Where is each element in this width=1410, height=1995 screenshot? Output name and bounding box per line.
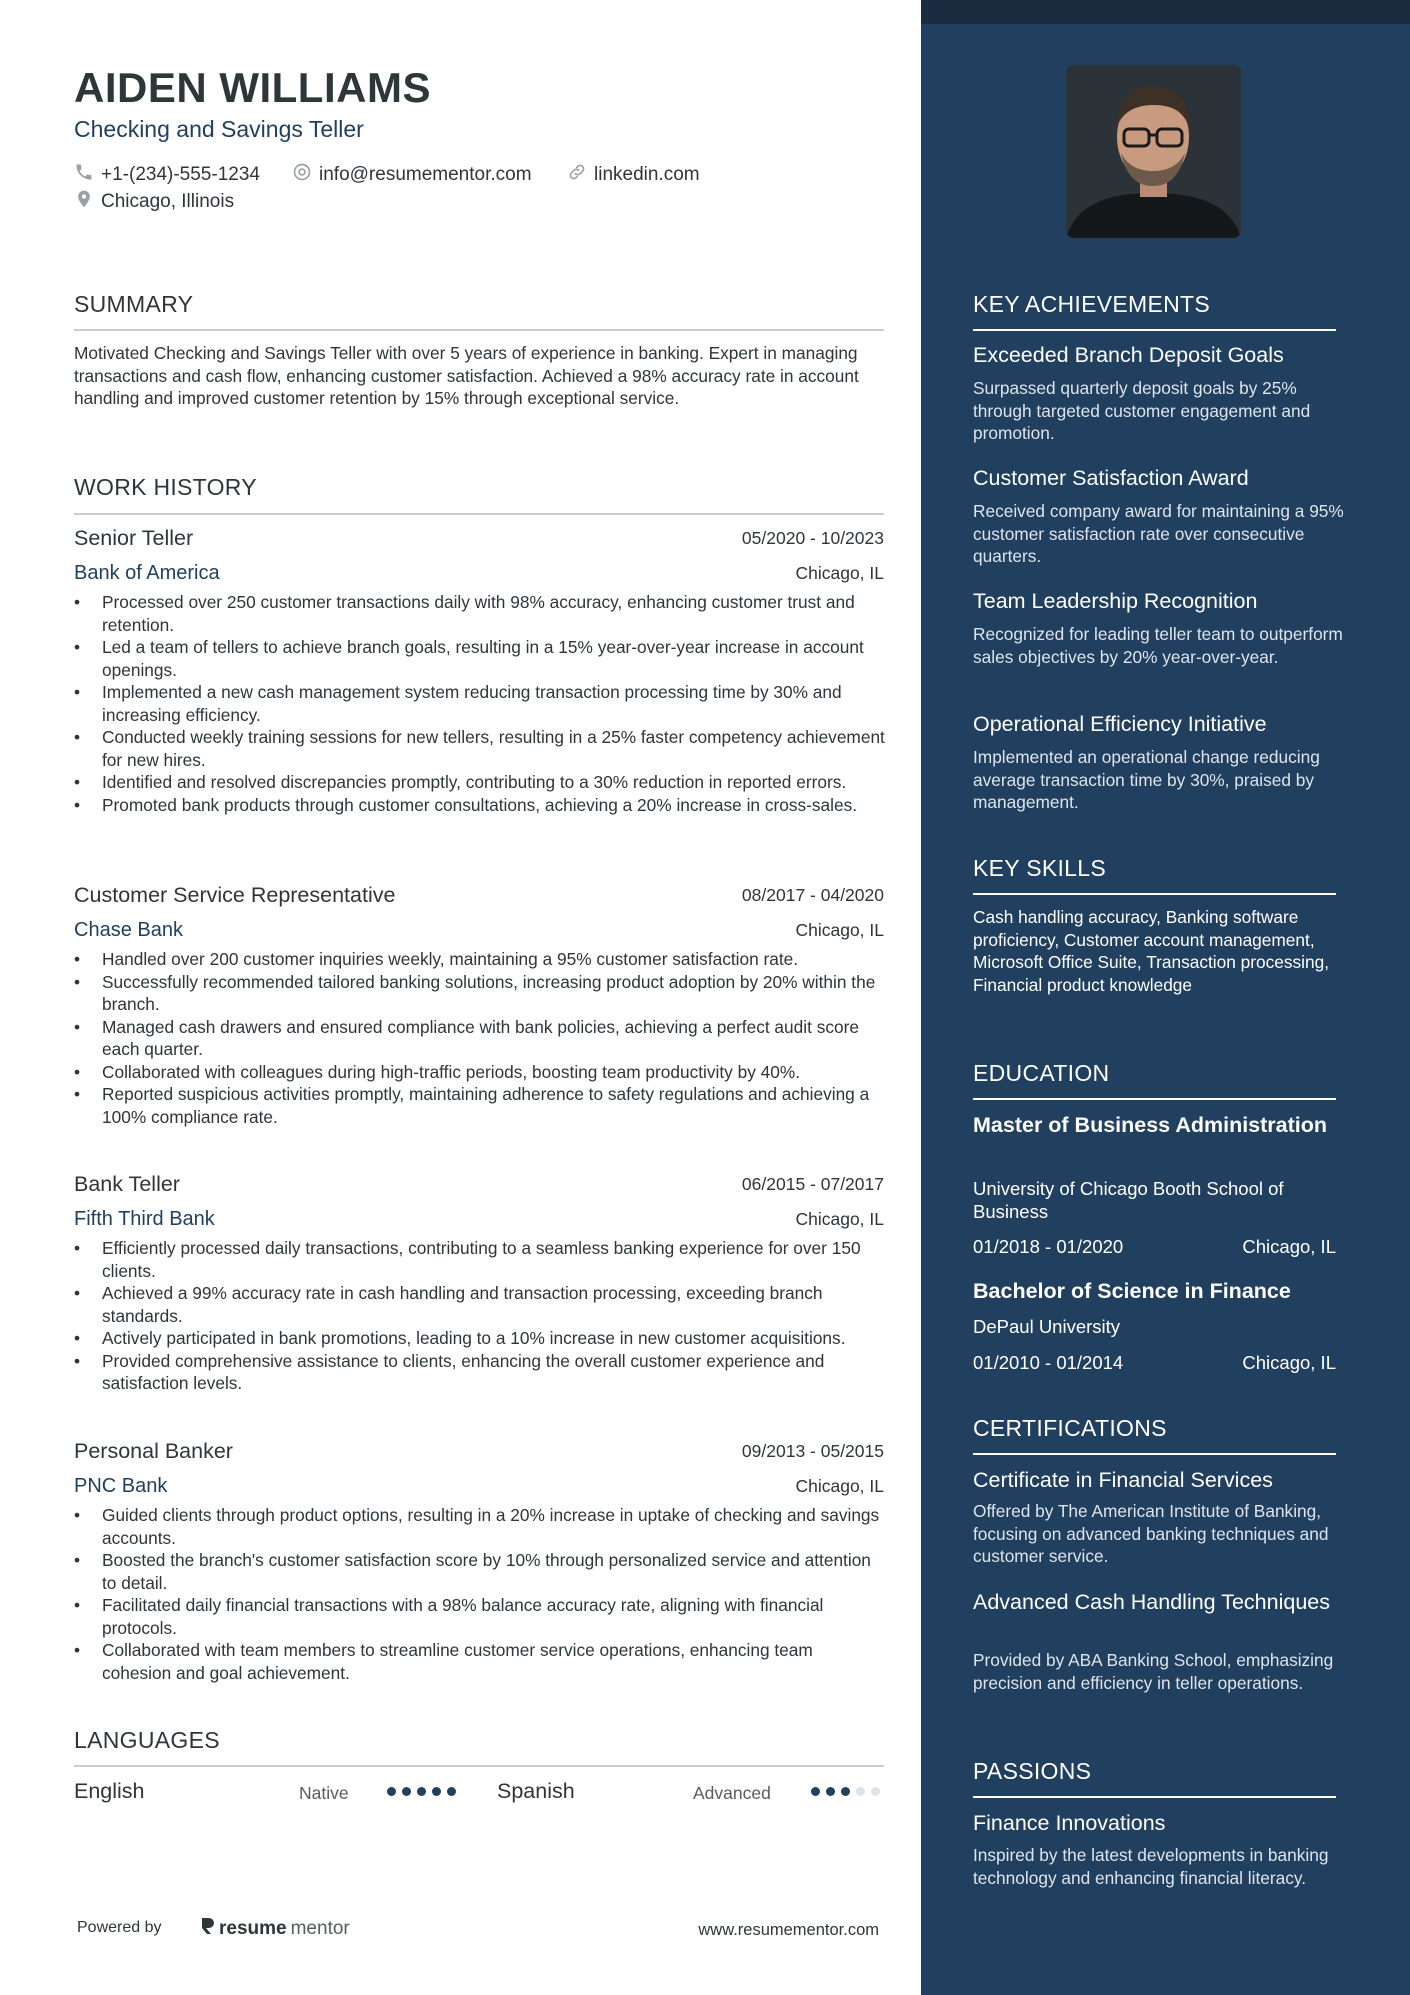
summary-heading: SUMMARY xyxy=(74,291,194,317)
sidebar xyxy=(921,0,1410,1995)
language-rating xyxy=(811,1787,880,1796)
logo-mark-icon xyxy=(199,1916,215,1942)
footer-url[interactable]: www.resumementor.com xyxy=(698,1921,879,1939)
linkedin-contact[interactable] xyxy=(567,162,700,188)
certifications-heading: CERTIFICATIONS xyxy=(973,1415,1167,1441)
rating-dot-filled xyxy=(826,1787,835,1796)
resumementor-logo[interactable] xyxy=(199,1916,350,1942)
achievement-title: Team Leadership Recognition xyxy=(973,589,1258,613)
job-company: Bank of America xyxy=(74,562,220,584)
logo-word-light: mentor xyxy=(290,1918,350,1939)
phone-contact xyxy=(74,162,260,188)
achievement-text: Surpassed quarterly deposit goals by 25% through targeted customer engagement and promotion. xyxy=(973,378,1311,443)
job-bullet: • Reported suspicious activities promptly, maintaining adherence to safety regulations and achieving a 100% compliance rate. xyxy=(74,1083,886,1128)
job-bullet: • Collaborated with team members to streamline customer service operations, enhancing team cohesion and goal achievement. xyxy=(74,1639,886,1684)
rating-dot-filled xyxy=(447,1787,456,1796)
job-dates: 08/2017 - 04/2020 xyxy=(741,885,884,905)
rating-dot-filled xyxy=(432,1787,441,1796)
achievement-title: Operational Efficiency Initiative xyxy=(973,712,1267,736)
job-bullet: • Successfully recommended tailored banking solutions, increasing product adoption by 20% within the branch. xyxy=(74,971,886,1016)
languages-heading: LANGUAGES xyxy=(74,1727,220,1753)
summary-text: Motivated Checking and Savings Teller with over 5 years of experience in banking. Expert in managing transactions and cash flow, enhancing customer satisfaction. Achieved a 98% accuracy rate in account handling and improved customer retention by 15% through exceptional service. xyxy=(74,343,859,408)
skills-text: Cash handling accuracy, Banking software proficiency, Customer account management, Microsoft Office Suite, Transaction processing, Financial product knowledge xyxy=(973,907,1330,995)
education-heading: EDUCATION xyxy=(973,1060,1110,1086)
job-location: Chicago, IL xyxy=(795,920,884,940)
job-bullet: • Boosted the branch's customer satisfaction score by 10% through personalized service and attention to detail. xyxy=(74,1549,886,1594)
education-school: DePaul University xyxy=(973,1316,1121,1337)
skills-heading: KEY SKILLS xyxy=(973,855,1106,881)
achievement-title: Exceeded Branch Deposit Goals xyxy=(973,343,1284,367)
certification-text: Offered by The American Institute of Banking, focusing on advanced banking techniques and customer service. xyxy=(973,1501,1329,1566)
summary-divider xyxy=(74,329,884,331)
linkedin-text[interactable]: linkedin.com xyxy=(594,164,700,185)
job-bullets xyxy=(74,948,886,1128)
job-bullet: • Processed over 250 customer transactions daily with 98% accuracy, enhancing customer trust and retention. xyxy=(74,591,886,636)
job-bullets xyxy=(74,1504,886,1684)
job-bullet: • Handled over 200 customer inquiries weekly, maintaining a 95% customer satisfaction rate. xyxy=(74,948,886,971)
job-dates: 05/2020 - 10/2023 xyxy=(741,528,884,548)
education-location: Chicago, IL xyxy=(1242,1236,1336,1257)
job-location: Chicago, IL xyxy=(795,1209,884,1229)
certifications-divider xyxy=(973,1453,1336,1455)
education-degree: Bachelor of Science in Finance xyxy=(973,1279,1291,1303)
education-dates: 01/2010 - 01/2014 xyxy=(973,1352,1124,1373)
language-rating xyxy=(387,1787,456,1796)
education-location: Chicago, IL xyxy=(1242,1352,1336,1373)
certification-title: Advanced Cash Handling Techniques xyxy=(973,1590,1330,1614)
rating-dot-filled xyxy=(402,1787,411,1796)
job-bullet: • Implemented a new cash management system reducing transaction processing time by 30% and increasing efficiency. xyxy=(74,681,886,726)
rating-dot-filled xyxy=(417,1787,426,1796)
certification-title: Certificate in Financial Services xyxy=(973,1468,1273,1492)
job-bullets xyxy=(74,591,886,816)
job-company: PNC Bank xyxy=(74,1475,168,1497)
education-degree: Master of Business Administration xyxy=(973,1113,1328,1137)
sidebar-top-bar xyxy=(921,0,1410,24)
education-school: University of Chicago Booth School of Business xyxy=(973,1178,1284,1222)
education-divider xyxy=(973,1098,1336,1100)
job-title: Personal Banker xyxy=(74,1439,233,1463)
job-bullet: • Conducted weekly training sessions for new tellers, resulting in a 25% faster competency achievement for new hires. xyxy=(74,726,886,771)
passion-text: Inspired by the latest developments in banking technology and enhancing financial literacy. xyxy=(973,1845,1329,1888)
work-history-divider xyxy=(74,513,884,515)
language-name: Spanish xyxy=(497,1779,575,1803)
achievement-text: Received company award for maintaining a 95% customer satisfaction rate over consecutive quarters. xyxy=(973,501,1344,566)
work-history-heading: WORK HISTORY xyxy=(74,474,257,500)
passions-heading: PASSIONS xyxy=(973,1758,1092,1784)
job-bullet: • Facilitated daily financial transactions with a 98% balance accuracy rate, aligning with financial protocols. xyxy=(74,1594,886,1639)
achievements-heading: KEY ACHIEVEMENTS xyxy=(973,291,1211,317)
job-dates: 09/2013 - 05/2015 xyxy=(741,1441,884,1461)
candidate-title: Checking and Savings Teller xyxy=(74,116,364,142)
powered-by-label: Powered by xyxy=(77,1919,162,1936)
achievement-text: Implemented an operational change reducing average transaction time by 30%, praised by management. xyxy=(973,747,1320,812)
job-company: Chase Bank xyxy=(74,919,183,941)
achievements-divider xyxy=(973,329,1336,331)
language-name: English xyxy=(74,1779,145,1803)
achievement-title: Customer Satisfaction Award xyxy=(973,466,1249,490)
profile-photo xyxy=(1066,65,1241,238)
passions-divider xyxy=(973,1796,1336,1798)
languages-divider xyxy=(74,1765,884,1767)
job-bullets xyxy=(74,1237,886,1395)
rating-dot-filled xyxy=(841,1787,850,1796)
link-icon xyxy=(567,162,587,188)
job-bullet: • Actively participated in bank promotions, leading to a 10% increase in new customer acquisitions. xyxy=(74,1327,886,1350)
logo-word-bold: resume xyxy=(219,1918,287,1939)
email-contact[interactable] xyxy=(292,162,532,188)
location-pin-icon xyxy=(74,189,94,215)
job-bullet: • Led a team of tellers to achieve branch goals, resulting in a 15% year-over-year increase in account openings. xyxy=(74,636,886,681)
job-title: Bank Teller xyxy=(74,1172,180,1196)
education-dates: 01/2018 - 01/2020 xyxy=(973,1236,1124,1257)
certification-text: Provided by ABA Banking School, emphasizing precision and efficiency in teller operations. xyxy=(973,1650,1334,1693)
rating-dot-empty xyxy=(856,1787,865,1796)
rating-dot-filled xyxy=(387,1787,396,1796)
job-dates: 06/2015 - 07/2017 xyxy=(741,1174,884,1194)
at-icon xyxy=(292,162,312,188)
language-level: Native xyxy=(299,1783,349,1803)
location-contact xyxy=(74,189,234,215)
passion-title: Finance Innovations xyxy=(973,1811,1166,1835)
job-bullet: • Managed cash drawers and ensured compliance with bank policies, achieving a perfect audit score each quarter. xyxy=(74,1016,886,1061)
phone-icon xyxy=(74,162,94,188)
job-bullet: • Guided clients through product options, resulting in a 20% increase in uptake of checking and savings accounts. xyxy=(74,1504,886,1549)
job-bullet: • Efficiently processed daily transactions, contributing to a seamless banking experience for over 150 clients. xyxy=(74,1237,886,1282)
job-bullet: • Provided comprehensive assistance to clients, enhancing the overall customer experience and satisfaction levels. xyxy=(74,1350,886,1395)
candidate-name: AIDEN WILLIAMS xyxy=(74,64,431,111)
rating-dot-filled xyxy=(811,1787,820,1796)
location-text: Chicago, Illinois xyxy=(101,191,235,212)
job-title: Senior Teller xyxy=(74,526,194,550)
phone-text: +1-(234)-555-1234 xyxy=(101,164,260,185)
email-text[interactable]: info@resumementor.com xyxy=(319,164,532,185)
job-bullet: • Identified and resolved discrepancies promptly, contributing to a 30% reduction in reported errors. xyxy=(74,771,886,794)
language-level: Advanced xyxy=(693,1783,771,1803)
skills-divider xyxy=(973,893,1336,895)
job-title: Customer Service Representative xyxy=(74,883,396,907)
job-bullet: • Achieved a 99% accuracy rate in cash handling and transaction processing, exceeding branch standards. xyxy=(74,1282,886,1327)
job-bullet: • Collaborated with colleagues during high-traffic periods, boosting team productivity by 40%. xyxy=(74,1061,886,1084)
achievement-text: Recognized for leading teller team to outperform sales objectives by 20% year-over-year. xyxy=(973,624,1343,667)
rating-dot-empty xyxy=(871,1787,880,1796)
job-location: Chicago, IL xyxy=(795,1476,884,1496)
job-location: Chicago, IL xyxy=(795,563,884,583)
job-bullet: • Promoted bank products through customer consultations, achieving a 20% increase in cross-sales. xyxy=(74,794,886,817)
job-company: Fifth Third Bank xyxy=(74,1208,215,1230)
